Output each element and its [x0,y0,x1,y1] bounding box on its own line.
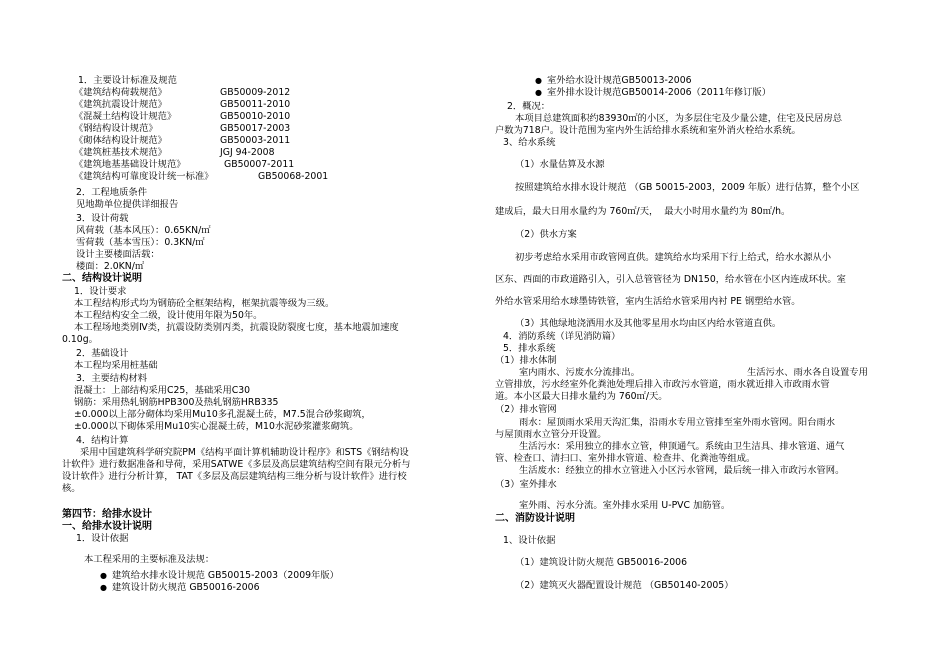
foundation-text: 本工程均采用桩基础 [74,360,158,371]
standard-code: GB50009-2012 [220,87,291,98]
overview-line: 本项目总建筑面积约83930㎡的小区，为多层住宅及少量公建，住宅及民居房总 [515,113,843,124]
bullet-item: ● 建筑设计防火规范 GB50016-2006 [112,582,260,594]
standard-code: GB50010-2010 [220,111,291,122]
drainage-sub2: （2）排水管网 [495,404,557,415]
fire-basis-item: （2）建筑灭火器配置设计规范 （GB50140-2005） [515,580,734,591]
standards-intro: 本工程采用的主要标准及法规： [84,554,215,565]
overview-line: 户数为718户。设计范围为室内外生活给排水系统和室外消火栓给水系统。 [495,125,801,136]
water-supply-line: 建成后，最大日用水量约为 760㎡/天， 最大小时用水量约为 80㎡/h。 [495,206,791,217]
standard-name: 《钢结构设计规范》 [74,123,158,134]
floor-load-heading: 设计主要楼面活载： [76,249,160,260]
standard-code: GB50011-2010 [220,99,291,110]
standard-name: 《建筑地基基础设计规范》 [74,159,186,170]
design-req-line: 本工程结构形式均为钢筋砼全框架结构，框架抗震等级为三级。 [74,298,335,309]
standard-name: 《混凝土结构设计规范》 [74,111,177,122]
design-req-line: 0.10g。 [62,334,98,345]
drainage-sub1: （1）排水体制 [495,355,557,366]
plumbing-heading: 一、给排水设计说明 [62,521,152,532]
drainage-network-line: 生活废水：经独立的排水立管进入小区污水管网，最后统一排入市政污水管网。 [519,465,845,476]
drainage-network-line: 与屋顶雨水立管分开设置。 [495,429,607,440]
standard-code: GB50007-2011 [224,159,295,170]
snow-load: 雪荷载（基本雪压）：0.3KN/㎡ [76,237,205,248]
material-line: ±0.000以下砌体采用Mu10实心混凝土砖，M10水泥砂浆灌浆砌筑。 [74,421,359,432]
drainage-network-line: 生活污水：采用独立的排水立管，伸顶通气。系统由卫生洁具、排水管道、通气 [519,441,845,452]
supply-plan-line: 初步考虑给水采用市政管网直供。建筑给水均采用下行上给式，给水水源从小 [515,252,832,263]
standard-code: GB50068-2001 [258,171,329,182]
foundation-heading: 2．基础设计 [76,348,129,359]
floor-load: 楼面：2.0KN/㎡ [76,261,145,272]
loads-heading: 3．设计荷载 [76,213,129,224]
material-line: ±0.000以上部分砌体均采用Mu10多孔混凝土砖，M7.5混合砂浆砌筑， [74,409,371,420]
standard-name: 《建筑结构可靠度设计统一标准》 [74,171,214,182]
material-line: 混凝土：上部结构采用C25，基础采用C30 [74,385,251,396]
calc-line: 设计软件》进行分析计算， TAT《多层及高层建筑结构三维分析与设计软件》进行校 [62,471,407,482]
drainage-line: 立管排放，污水经室外化粪池处理后排入市政污水管道，雨水就近排入市政雨水管 [495,379,830,390]
material-heading: 3．主要结构材料 [76,373,147,384]
wind-load: 风荷载（基本风压）：0.65KN/㎡ [76,225,211,236]
supply-plan-line: 区东、西面的市政道路引入，引入总管管径为 DN150，给水管在小区内连成环状。室 [495,274,846,285]
standard-code: GB50017-2003 [220,123,291,134]
geology-heading: 2．工程地质条件 [76,187,147,198]
water-supply-sub2: （2）供水方案 [515,229,577,240]
standards-heading: 1．主要设计标准及规范 [78,75,177,86]
standard-name: 《建筑桩基技术规范》 [74,147,167,158]
bullet-item: ● 建筑给水排水设计规范 GB50015-2003（2009年版） [112,570,339,582]
calc-line: 核。 [62,483,81,494]
standard-name: 《建筑抗震设计规范》 [74,99,167,110]
drainage-network-line: 管、检查口、清扫口、室外排水管道、检查井、化粪池等组成。 [495,453,756,464]
bullet-item: ● 室外给水设计规范GB50013-2006 [547,75,692,87]
overview-heading: 2．概况： [507,101,551,112]
calc-line: 计软件》进行数据准备和导荷，采用SATWE《多层及高层建筑结构空间有限元分析与 [62,459,411,470]
calc-line: 采用中国建筑科学研究院PM《结构平面计算机辅助设计程序》和STS《钢结构设 [80,447,409,458]
drainage-sub3: （3）室外排水 [495,479,557,490]
supply-plan-line: 外给水管采用给水球墨铸铁管，室内生活给水管采用内衬 PE 钢塑给水管。 [495,296,801,307]
drainage-network-line: 雨水：屋顶雨水采用天沟汇集，沿雨水专用立管排至室外雨水管网。阳台雨水 [519,417,836,428]
drainage-heading: 5．排水系统 [503,343,556,354]
fire-basis-item: （1）建筑设计防火规范 GB50016-2006 [515,557,688,568]
calc-heading: 4．结构计算 [76,435,129,446]
water-supply-sub3: （3）其他绿地浇洒用水及其他零星用水均由区内给水管道直供。 [515,318,782,329]
standard-name: 《建筑结构荷载规范》 [74,87,167,98]
structure-heading: 二、结构设计说明 [62,273,142,284]
design-req-line: 本工程结构安全二级，设计使用年限为50年。 [74,310,263,321]
water-supply-heading: 3、给水系统 [503,137,556,148]
standard-code: JGJ 94-2008 [220,147,275,158]
section-title: 第四节：给排水设计 [62,509,152,520]
fire-basis-heading: 1、设计依据 [503,535,556,546]
standard-name: 《砌体结构设计规范》 [74,135,167,146]
fire-design-heading: 二、消防设计说明 [495,513,575,524]
design-req-heading: 1．设计要求 [74,286,127,297]
drainage-line: 道。本小区最大日排水量约为 760㎡/天。 [495,391,668,402]
geology-text: 见地勘单位提供详细报告 [76,199,179,210]
bullet-item: ● 室外排水设计规范GB50014-2006（2011年修订版） [547,87,771,99]
drainage-line: 室内雨水、污废水分流排出。 [519,367,640,378]
design-req-line: 本工程场地类别Ⅳ类，抗震设防类别丙类，抗震设防裂度七度，基本地震加速度 [74,322,399,333]
basis-heading: 1．设计依据 [76,533,129,544]
material-line: 钢筋：采用热轧钢筋HPB300及热轧钢筋HRB335 [74,397,279,408]
drainage-line: 生活污水、雨水各自设置专用 [747,367,868,378]
standard-code: GB50003-2011 [220,135,291,146]
fire-system: 4．消防系统（详见消防篇） [503,331,621,342]
outdoor-drainage-text: 室外雨、污水分流。室外排水采用 U-PVC 加筋管。 [519,500,731,511]
water-supply-sub1: （1）水量估算及水源 [515,159,605,170]
water-supply-line: 按照建筑给水排水设计规范 （GB 50015-2003，2009 年版）进行估算，整个小区 [515,182,860,193]
